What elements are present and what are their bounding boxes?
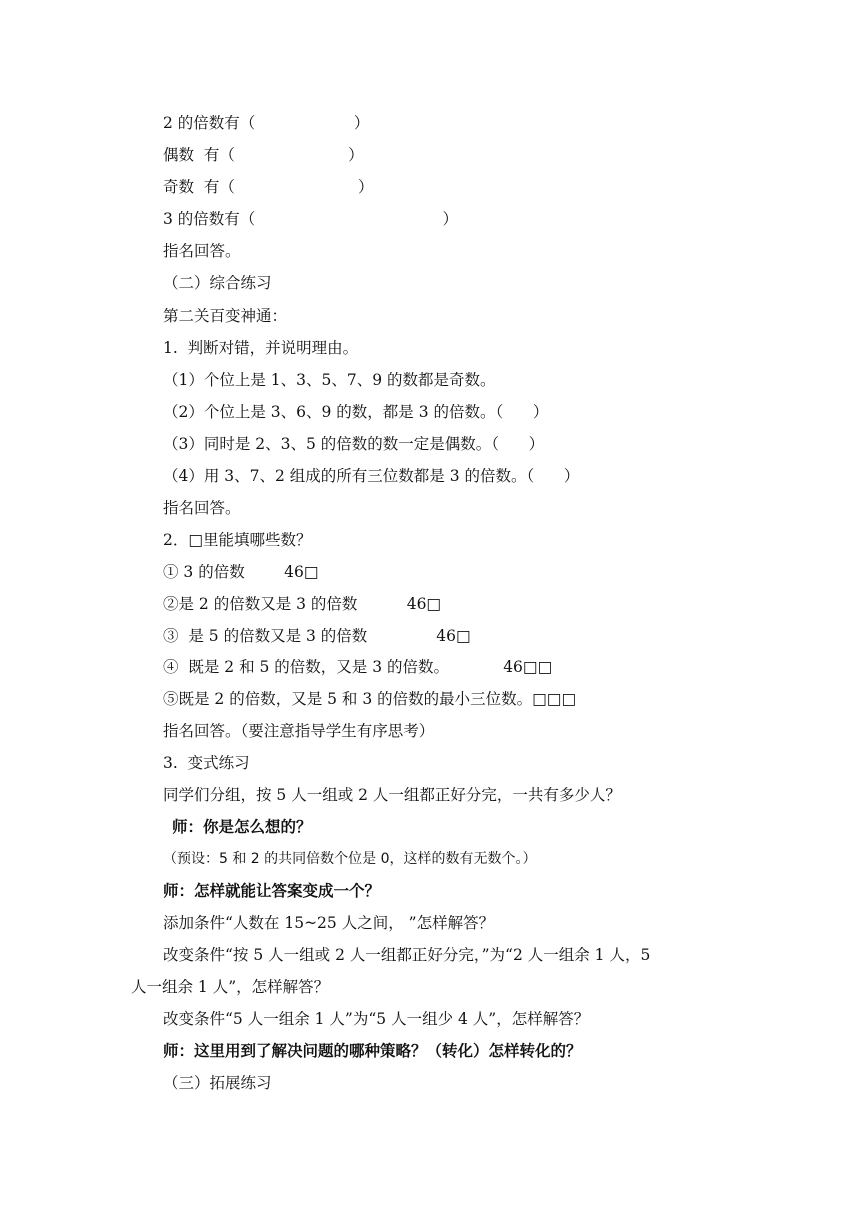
preset-answer-note: （预设：5 和 2 的共同倍数个位是 0，这样的数有无数个。） — [163, 851, 537, 867]
line-even-numbers: 偶数 有（ ） — [163, 146, 364, 164]
teacher-line-2: 师：怎样就能让答案变成一个？ — [163, 882, 381, 900]
question-2-item-4: ④ 既是 2 和 5 的倍数，又是 3 的倍数。 46□□ — [163, 658, 553, 676]
line-odd-numbers: 奇数 有（ ） — [163, 178, 374, 196]
teacher-line-1: 师：你是怎么想的？ — [172, 818, 312, 836]
question-2-item-5: ⑤既是 2 的倍数，又是 5 和 3 的倍数的最小三位数。□□□ — [163, 690, 577, 708]
question-2-item-2: ②是 2 的倍数又是 3 的倍数 46□ — [163, 595, 442, 613]
line-call-answer-3: 指名回答。（要注意指导学生有序思考） — [163, 722, 435, 740]
level-two-title: 第二关百变神通： — [163, 307, 288, 325]
section-heading-comprehensive: （二）综合练习 — [163, 274, 272, 292]
change-condition-line-1b: 人一组余 1 人”，怎样解答？ — [131, 978, 330, 996]
question-1-item-2: （2）个位上是 3、6、9 的数，都是 3 的倍数。（ ） — [163, 403, 549, 421]
question-1-item-4: （4）用 3、7、2 组成的所有三位数都是 3 的倍数。（ ） — [163, 467, 580, 485]
question-1-item-1: （1）个位上是 1、3、5、7、9 的数都是奇数。 — [163, 371, 496, 389]
change-condition-line-2: 改变条件“5 人一组余 1 人”为“5 人一组少 4 人”，怎样解答？ — [163, 1010, 590, 1028]
add-condition-line: 添加条件“人数在 15~25 人之间， ”怎样解答？ — [163, 914, 495, 932]
teacher-line-3: 师：这里用到了解决问题的哪种策略？（转化）怎样转化的？ — [163, 1042, 582, 1060]
line-multiples-of-3: 3 的倍数有（ ） — [163, 210, 459, 228]
line-multiples-of-2: 2 的倍数有（ ） — [163, 114, 370, 132]
line-call-answer-2: 指名回答。 — [163, 499, 241, 517]
question-3-title: 3. 变式练习 — [163, 754, 250, 772]
question-1-item-3: （3）同时是 2、3、5 的倍数的数一定是偶数。（ ） — [163, 435, 545, 453]
question-2-item-1: ① 3 的倍数 46□ — [163, 563, 319, 581]
question-2-title: 2．□里能填哪些数？ — [163, 531, 312, 549]
question-3-problem: 同学们分组，按 5 人一组或 2 人一组都正好分完，一共有多少人？ — [163, 786, 621, 804]
change-condition-line-1a: 改变条件“按 5 人一组或 2 人一组都正好分完，”为“2 人一组余 1 人，5 — [163, 946, 651, 964]
question-2-item-3: ③ 是 5 的倍数又是 3 的倍数 46□ — [163, 627, 471, 645]
question-1-title: 1. 判断对错，并说明理由。 — [163, 339, 359, 357]
line-call-answer-1: 指名回答。 — [163, 242, 241, 260]
section-heading-extension: （三）拓展练习 — [163, 1074, 272, 1092]
